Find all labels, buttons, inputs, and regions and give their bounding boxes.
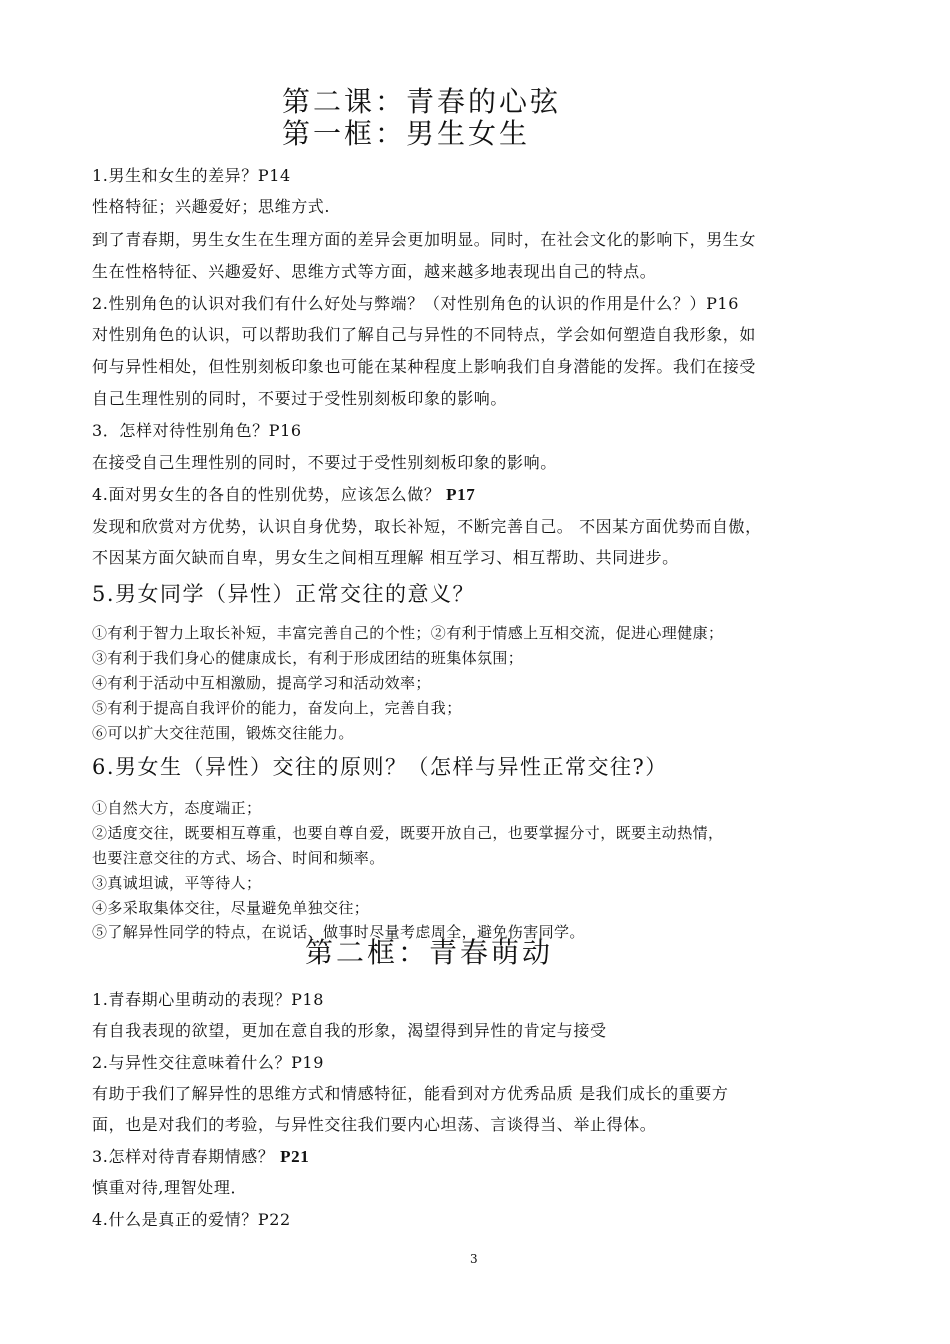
q2-answer-1: 对性别角色的认识，可以帮助我们了解自己与异性的不同特点，学会如何塑造自我形象，如 (92, 325, 757, 344)
q6-item: ③真诚坦诚，平等待人； (92, 874, 262, 892)
q4-answer-2: 不因某方面欠缺而自卑，男女生之间相互理解 相互学习、相互帮助、共同进步。 (92, 548, 679, 567)
q6-item: ①自然大方，态度端正； (92, 799, 262, 817)
s2q2-answer-1: 有助于我们了解异性的思维方式和情感特征，能看到对方优秀品质 是我们成长的重要方 (92, 1084, 729, 1103)
q6-item: ⑤了解异性同学的特点，在说话、做事时尽量考虑周全，避免伤害同学。 (92, 923, 585, 941)
q1-answer-1: 性格特征；兴趣爱好；思维方式. (92, 197, 331, 216)
q5-item: ①有利于智力上取长补短，丰富完善自己的个性；②有利于情感上互相交流，促进心理健康； (92, 624, 724, 642)
q1-question: 1.男生和女生的差异？P14 (92, 166, 291, 185)
q6-question: 6.男女生（异性）交往的原则？（怎样与异性正常交往?） (92, 755, 668, 779)
q4-question-line (92, 482, 475, 505)
page-number: 3 (470, 1252, 478, 1266)
s2q3-answer-1: 慎重对待,理智处理． (92, 1178, 248, 1197)
q1-answer-2: 到了青春期，男生女生在生理方面的差异会更加明显。同时，在社会文化的影响下，男生女 (92, 230, 757, 249)
s2q3-question-line (92, 1144, 309, 1167)
s2q2-answer-2: 面，也是对我们的考验，与异性交往我们要内心坦荡、言谈得当、举止得体。 (92, 1115, 657, 1134)
q3-question: 3．怎样对待性别角色？P16 (92, 421, 302, 440)
q4-answer-1: 发现和欣赏对方优势，认识自身优势，取长补短，不断完善自己。 不因某方面优势而自傲， (92, 517, 762, 536)
q4-page-ref: P17 (446, 485, 476, 504)
q5-question: 5.男女同学（异性）正常交往的意义？ (92, 582, 476, 606)
q5-item: ③有利于我们身心的健康成长，有利于形成团结的班集体氛围； (92, 649, 524, 667)
section2-title: 第二框：青春萌动 (305, 936, 554, 969)
q1-answer-3: 生在性格特征、兴趣爱好、思维方式等方面，越来越多地表现出自己的特点。 (92, 262, 657, 281)
section1-title: 第一框：男生女生 (282, 117, 531, 150)
q5-item: ④有利于活动中互相激励，提高学习和活动效率； (92, 674, 431, 692)
s2q1-answer-1: 有自我表现的欲望，更加在意自我的形象，渴望得到异性的肯定与接受 (92, 1021, 607, 1040)
q6-item: ②适度交往，既要相互尊重，也要自尊自爱，既要开放自己，也要掌握分寸，既要主动热情， (92, 824, 724, 842)
lesson-title: 第二课：青春的心弦 (282, 85, 562, 118)
q2-answer-2: 何与异性相处，但性别刻板印象也可能在某种程度上影响我们自身潜能的发挥。我们在接受 (92, 357, 757, 376)
q5-item: ⑤有利于提高自我评价的能力，奋发向上，完善自我； (92, 699, 462, 717)
s2q4-question: 4.什么是真正的爱情？P22 (92, 1210, 291, 1229)
q2-answer-3: 自己生理性别的同时，不要过于受性别刻板印象的影响。 (92, 389, 508, 408)
q4-question: 4.面对男女生的各自的性别优势，应该怎么做？ (92, 485, 441, 504)
s2q1-question: 1.青春期心里萌动的表现？P18 (92, 990, 324, 1009)
s2q2-question: 2.与异性交往意味着什么？P19 (92, 1053, 324, 1072)
s2q3-question: 3.怎样对待青春期情感？ (92, 1147, 275, 1166)
q6-item: 也要注意交往的方式、场合、时间和频率。 (92, 849, 385, 867)
q3-answer-1: 在接受自己生理性别的同时，不要过于受性别刻板印象的影响。 (92, 453, 557, 472)
s2q3-page-ref: P21 (280, 1147, 310, 1166)
q5-item: ⑥可以扩大交往范围，锻炼交往能力。 (92, 724, 354, 742)
q2-question: 2.性别角色的认识对我们有什么好处与弊端？（对性别角色的认识的作用是什么？）P16 (92, 294, 739, 313)
q6-item: ④多采取集体交往，尽量避免单独交往； (92, 899, 370, 917)
